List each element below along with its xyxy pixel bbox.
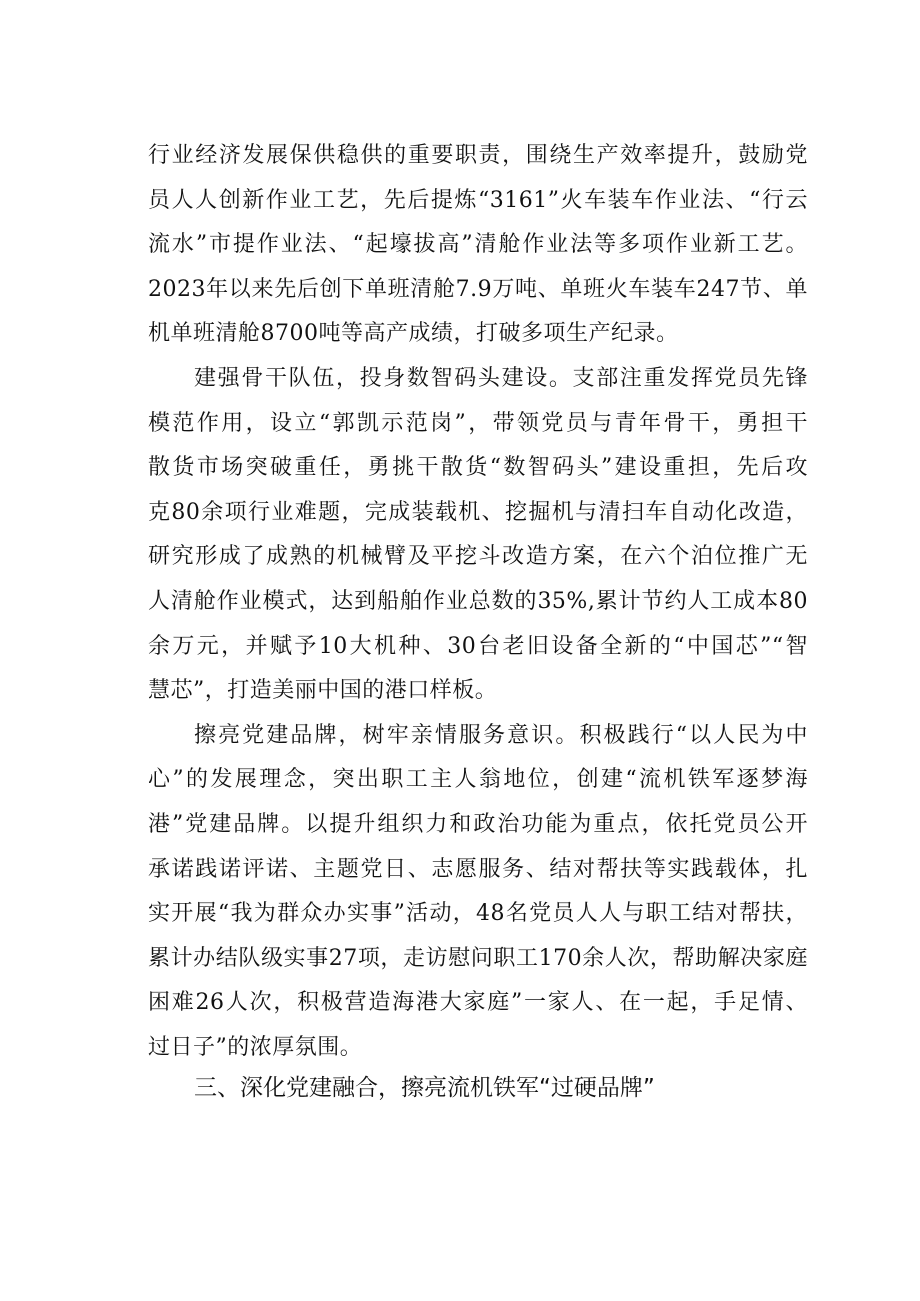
text-line: 累计办结队级实事27项，走访慰问职工170余人次，帮助解决家庭 (148, 945, 808, 971)
text-line: 承诺践诺评诺、主题党日、志愿服务、结对帮扶等实践载体，扎 (148, 856, 808, 882)
body-text (148, 134, 808, 1070)
text-line: 员人人创新作业工艺，先后提炼“3161”火车装车作业法、“行云 (148, 187, 808, 213)
text-line: 心”的发展理念，突出职工主人翁地位，创建“流机铁军逐梦海 (148, 767, 808, 793)
text-line: 困难26人次，积极营造海港大家庭”一家人、在一起，手足情、 (148, 990, 808, 1016)
text-line: 模范作用，设立“郭凯示范岗”，带领党员与青年骨干，勇担干 (148, 410, 808, 436)
text-line: 行业经济发展保供稳供的重要职责，围绕生产效率提升，鼓励党 (148, 143, 808, 168)
text-line: 余万元，并赋予10大机种、30台老旧设备全新的“中国芯”“智 (148, 633, 808, 659)
text-line: 流水”市提作业法、“起壕拔高”清舱作业法等多项作业新工艺。 (148, 232, 808, 258)
text-line: 慧芯”，打造美丽中国的港口样板。 (148, 678, 498, 704)
text-line: 克80余项行业难题，完成装载机、挖掘机与清扫车自动化改造， (148, 499, 808, 525)
text-line: 研究形成了成熟的机械臂及平挖斗改造方案，在六个泊位推广无 (148, 544, 808, 570)
section-heading: 三、深化党建融合，擦亮流机铁军“过硬品牌” (194, 1075, 655, 1101)
text-line: 港”党建品牌。以提升组织力和政治功能为重点，依托党员公开 (148, 811, 808, 837)
text-line: 擦亮党建品牌，树牢亲情服务意识。积极践行“以人民为中 (194, 722, 808, 748)
text-line: 散货市场突破重任，勇挑干散货“数智码头”建设重担，先后攻 (148, 455, 808, 481)
text-line: 2023年以来先后创下单班清舱7.9万吨、单班火车装车247节、单 (148, 276, 808, 302)
text-line: 过日子”的浓厚氛围。 (148, 1034, 363, 1060)
text-line: 人清舱作业模式，达到船舶作业总数的35%,累计节约人工成本80 (148, 588, 808, 614)
text-line: 机单班清舱8700吨等高产成绩，打破多项生产纪录。 (148, 321, 679, 347)
text-line: 实开展“我为群众办实事”活动，48名党员人人与职工结对帮扶， (148, 901, 808, 927)
text-line: 建强骨干队伍，投身数智码头建设。支部注重发挥党员先锋 (194, 365, 808, 391)
